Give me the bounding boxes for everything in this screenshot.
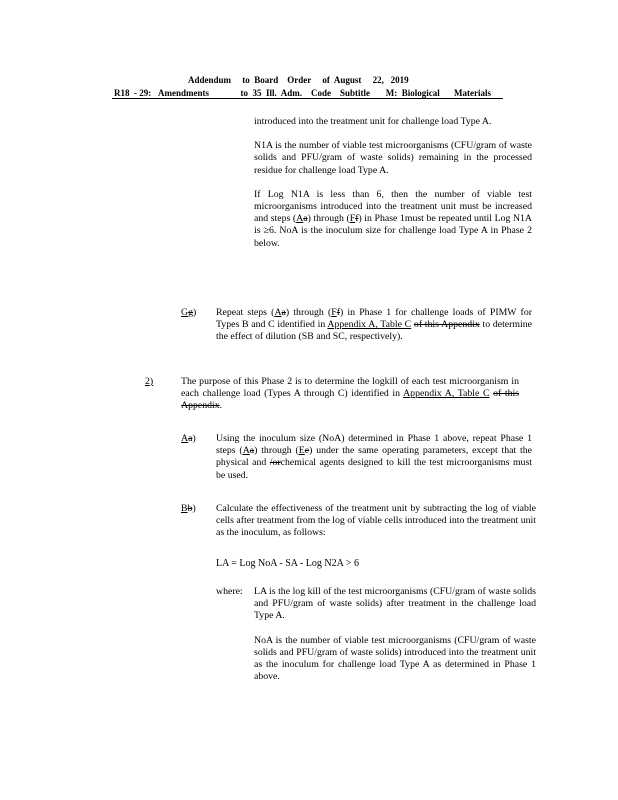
header-materials: Materials — [454, 88, 491, 98]
logkill-formula: LA = Log NoA - SA - Log N2A > 6 — [216, 558, 359, 569]
where-block — [254, 586, 536, 683]
item-2-label: 2) — [145, 376, 154, 387]
item-g-label: Gg) — [181, 307, 197, 318]
paragraph-la: LA is the log kill of the test microorganisms (CFU/gram of waste solids and PFU/gram of waste solids) after treatment in the challenge load Type A. — [254, 586, 536, 622]
where-label: where: — [216, 586, 243, 597]
item-b-text: Calculate the effectiveness of the treatment unit by subtracting the log of viable cells after treatment from the log of viable cells introduced into the treatment unit as the inoculum, as follows: — [216, 503, 536, 539]
header-line-1: Addendum to Board Order of August 22, 2019 — [188, 75, 409, 85]
header-rule — [112, 98, 503, 99]
continuation-block — [254, 116, 532, 250]
header-subtitle: Amendments to 35 Ill. Adm. Code Subtitle M: Biological — [158, 88, 440, 98]
item-2-text: The purpose of this Phase 2 is to determine the logkill of each test microorganism in each challenge load (Types A through C) identified in Appendix A, Table C of this Appendix. — [181, 376, 520, 412]
paragraph-noa: NoA is the number of viable test microorganisms (CFU/gram of waste solids and PFU/gram of waste solids) introduced into the treatment unit as the inoculum for challenge load Type A as determined in Phase 1 above. — [254, 634, 536, 683]
item-a-label: Aa) — [181, 433, 196, 444]
paragraph-n1a: N1A is the number of viable test microorganisms (CFU/gram of waste solids and PFU/gram of waste solids) remaining in the processed residue for challenge load Type A. — [254, 140, 532, 176]
item-a-text: Using the inoculum size (NoA) determined in Phase 1 above, repeat Phase 1 steps (Aa) through (Ee) under the same operating parameters, except that the physical and /orchemical agents designed to kill the test microorganisms must be used. — [216, 433, 533, 481]
paragraph-log-n1a: If Log N1A is less than 6, then the number of viable test microorganisms introduced into the treatment unit must be increased and steps (Aa) through (Ff) in Phase 1must be repeated until Log N1A is ≥6. NoA is the inoculum size for challenge load Type A in Phase 2 below. — [254, 188, 532, 249]
header-citation: R18 - 29: — [114, 88, 152, 98]
item-b-label: Bb) — [181, 503, 196, 514]
paragraph-introduced: introduced into the treatment unit for challenge load Type A. — [254, 116, 492, 127]
item-g-text: Repeat steps (Aa) through (Ff) in Phase 1 for challenge loads of PIMW for Types B and C identified in Appendix A, Table C of this Appendix to determine the effect of dilution (SB and SC, respectively). — [216, 307, 533, 343]
